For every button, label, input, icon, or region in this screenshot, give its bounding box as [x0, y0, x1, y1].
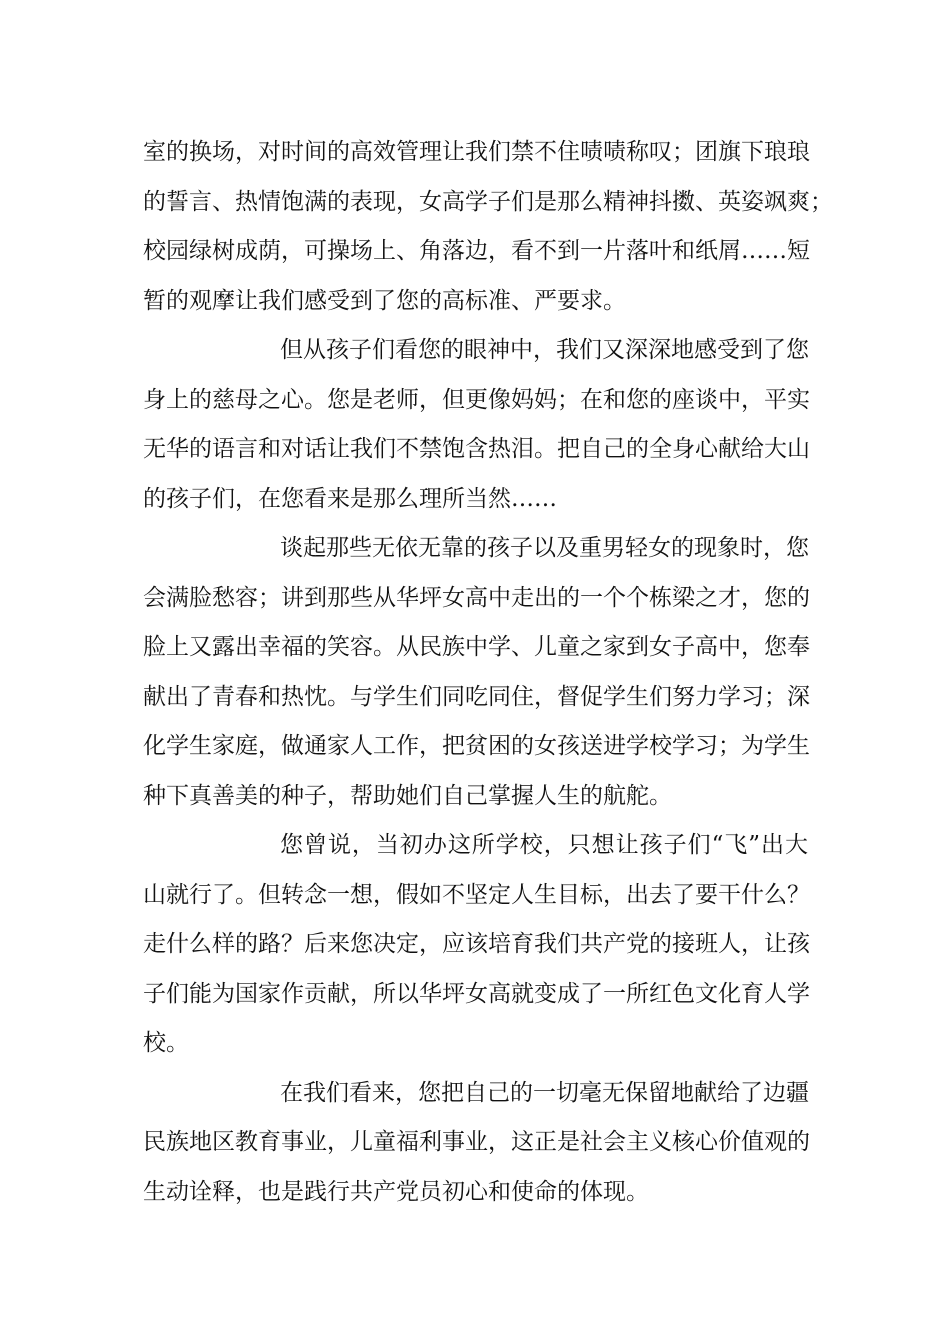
text-line: 的誓言、热情饱满的表现，女高学子们是那么精神抖擞、英姿飒爽；	[143, 188, 833, 215]
text-line: 您曾说，当初办这所学校，只想让孩子们“飞”出大	[280, 832, 808, 858]
document-body	[143, 128, 833, 1217]
text-line: 化学生家庭，做通家人工作，把贫困的女孩送进学校学习；为学生	[143, 733, 810, 759]
text-line: 但从孩子们看您的眼神中，我们又深深地感受到了您	[280, 337, 809, 363]
paragraph-5	[143, 1069, 808, 1218]
text-line: 会满脸愁容；讲到那些从华坪女高中走出的一个个栋梁之才，您的	[143, 584, 810, 611]
text-line: 无华的语言和对话让我们不禁饱含热泪。把自己的全身心献给大山	[143, 436, 810, 462]
paragraph-2	[143, 326, 808, 524]
text-line: 走什么样的路？后来您决定，应该培育我们共产党的接班人，让孩	[143, 931, 810, 957]
text-line: 校。	[143, 1030, 189, 1056]
text-line: 献出了青春和热忱。与学生们同吃同住，督促学生们努力学习；深	[143, 683, 810, 710]
text-line: 山就行了。但转念一想，假如不坚定人生目标，出去了要干什么？	[143, 881, 810, 908]
text-line: 子们能为国家作贡献，所以华坪女高就变成了一所红色文化育人学	[143, 980, 810, 1007]
paragraph-4	[143, 821, 808, 1069]
text-line: 脸上又露出幸福的笑容。从民族中学、儿童之家到女子高中，您奉	[143, 634, 810, 660]
paragraph-3	[143, 524, 808, 821]
text-line: 校园绿树成荫，可操场上、角落边，看不到一片落叶和纸屑……短	[143, 238, 810, 264]
text-line: 谈起那些无依无靠的孩子以及重男轻女的现象时，您	[280, 535, 809, 561]
paragraph-1	[143, 128, 833, 326]
text-line: 身上的慈母之心。您是老师，但更像妈妈；在和您的座谈中，平实	[143, 386, 810, 413]
text-line: 生动诠释，也是践行共产党员初心和使命的体现。	[143, 1178, 649, 1205]
text-line: 室的换场，对时间的高效管理让我们禁不住啧啧称叹；团旗下琅琅	[143, 139, 810, 165]
text-line: 民族地区教育事业，儿童福利事业，这正是社会主义核心价值观的	[143, 1129, 810, 1155]
text-line: 的孩子们，在您看来是那么理所当然……	[143, 485, 557, 512]
text-line: 种下真善美的种子，帮助她们自己掌握人生的航舵。	[143, 782, 672, 809]
text-line: 暂的观摩让我们感受到了您的高标准、严要求。	[143, 287, 626, 314]
text-line: 在我们看来，您把自己的一切毫无保留地献给了边疆	[280, 1079, 809, 1106]
